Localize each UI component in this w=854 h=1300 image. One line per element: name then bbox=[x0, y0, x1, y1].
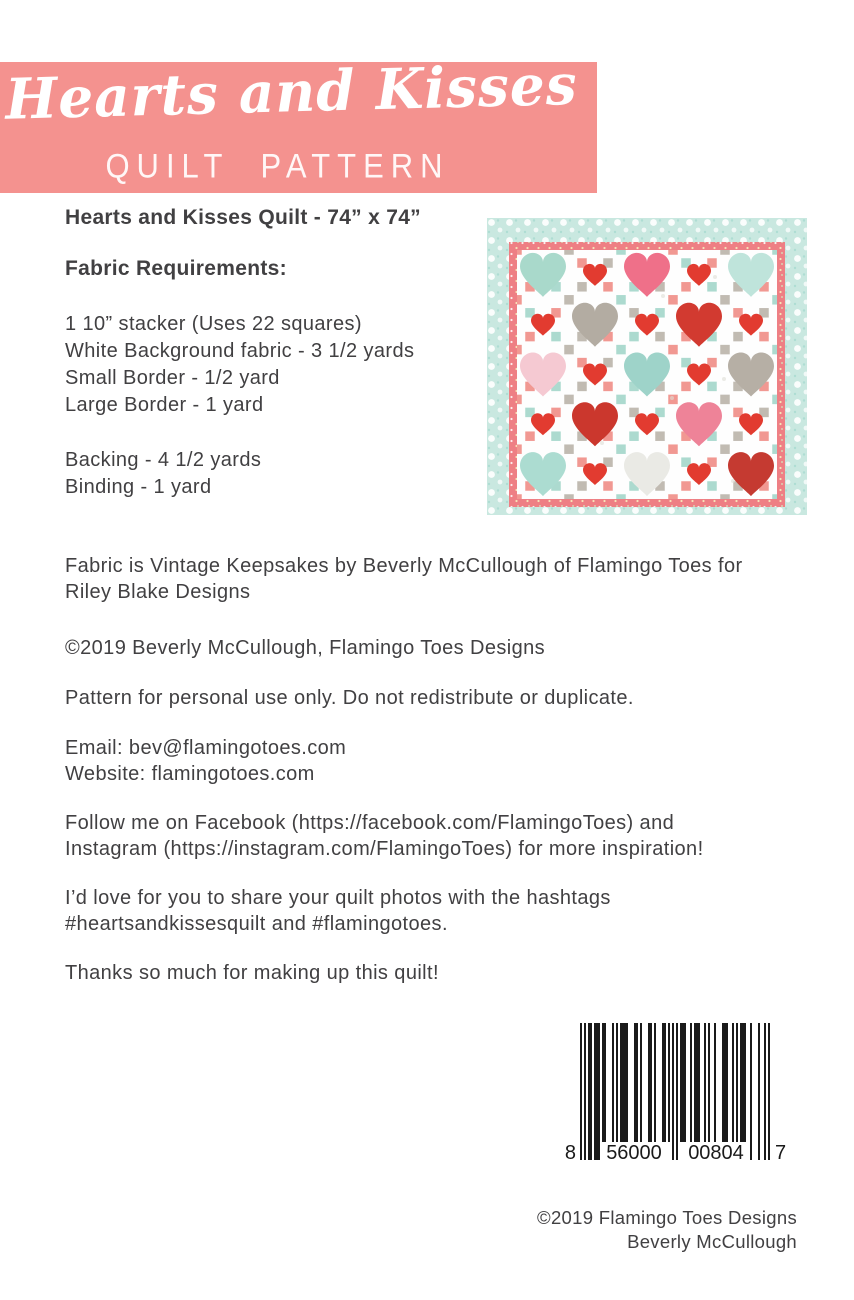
header-banner bbox=[0, 51, 597, 193]
contact-paragraph bbox=[65, 736, 346, 787]
svg-text:8: 8 bbox=[564, 1142, 576, 1164]
text-line: Small Border - 1/2 yard bbox=[65, 367, 280, 389]
fabric-requirements-list bbox=[65, 311, 414, 419]
text-line: Backing - 4 1/2 yards bbox=[65, 449, 262, 471]
fabric-requirements-heading: Fabric Requirements: bbox=[65, 257, 287, 280]
text-line: ©2019 Beverly McCullough, Flamingo Toes Designs bbox=[65, 637, 546, 659]
text-line: I’d love for you to share your quilt photos with the hashtags bbox=[65, 887, 611, 909]
social-paragraph bbox=[65, 811, 704, 862]
hashtags-paragraph bbox=[65, 886, 611, 937]
text-line: Follow me on Facebook (https://facebook.com/FlamingoToes) and bbox=[65, 812, 675, 834]
text-line: Website: flamingotoes.com bbox=[65, 762, 315, 785]
text-line: White Background fabric - 3 1/2 yards bbox=[65, 340, 415, 362]
text-line: 1 10” stacker (Uses 22 squares) bbox=[65, 313, 362, 335]
banner-subtitle: QUILT PATTERN bbox=[105, 146, 450, 186]
text-line: Email: bev@flamingotoes.com bbox=[65, 737, 347, 759]
footer-copyright bbox=[537, 1206, 797, 1254]
quilt-photo bbox=[487, 218, 807, 515]
text-line: #heartsandkissesquilt and #flamingotoes. bbox=[65, 912, 448, 935]
text-line: Riley Blake Designs bbox=[65, 580, 251, 603]
text-line: Fabric is Vintage Keepsakes by Beverly McCullough of Flamingo Toes for bbox=[65, 555, 743, 577]
backing-binding-list bbox=[65, 447, 261, 501]
text-line: Binding - 1 yard bbox=[65, 476, 212, 498]
quilt-size-heading: Hearts and Kisses Quilt - 74” x 74” bbox=[65, 206, 421, 229]
svg-text:00804: 00804 bbox=[688, 1142, 744, 1164]
svg-text:56000: 56000 bbox=[606, 1142, 662, 1164]
footer-line-2: Beverly McCullough bbox=[627, 1231, 797, 1252]
text-line: Instagram (https://instagram.com/FlamingoToes) for more inspiration! bbox=[65, 837, 704, 860]
thanks-paragraph bbox=[65, 961, 439, 987]
svg-text:7: 7 bbox=[775, 1142, 787, 1164]
usage-paragraph bbox=[65, 686, 634, 712]
fabric-credit-paragraph bbox=[65, 554, 743, 605]
footer-line-1: ©2019 Flamingo Toes Designs bbox=[537, 1207, 797, 1228]
text-line: Thanks so much for making up this quilt! bbox=[65, 962, 439, 984]
copyright-paragraph bbox=[65, 636, 545, 662]
text-line: Pattern for personal use only. Do not redistribute or duplicate. bbox=[65, 687, 634, 709]
banner-title: Hearts and Kisses bbox=[4, 51, 579, 133]
text-line: Large Border - 1 yard bbox=[65, 394, 264, 416]
upc-barcode bbox=[562, 1023, 802, 1168]
